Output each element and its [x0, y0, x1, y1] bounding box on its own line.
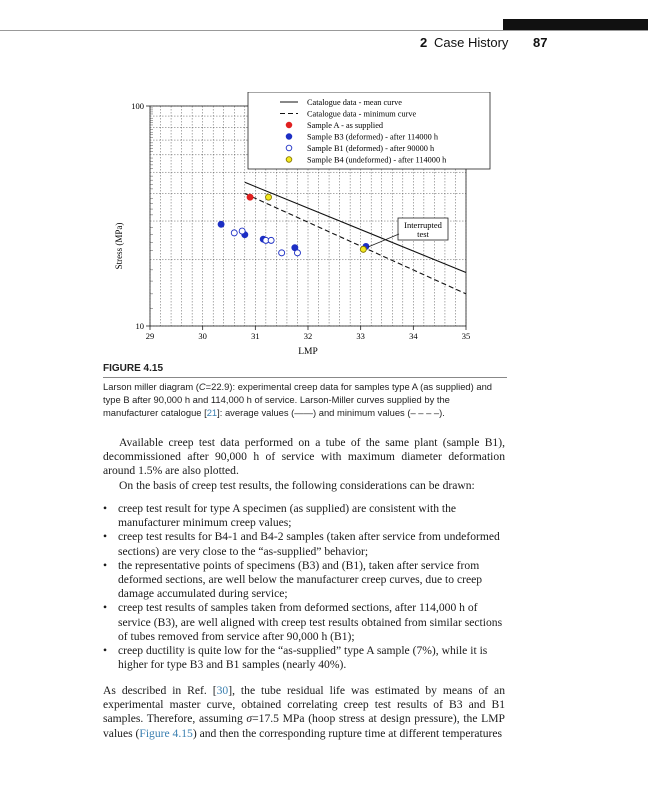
data-point	[268, 237, 274, 243]
list-item-text: creep test results of samples taken from deformed sections, after 114,000 h of service (B3), are well aligned with creep test results obtained from similar sections of tubes removed from service after 90,000 h (B1);	[118, 601, 503, 643]
interrupted-test-annotation	[368, 218, 448, 247]
caption-rule	[103, 377, 507, 378]
page-number: 87	[533, 35, 548, 50]
x-tick-label: 32	[303, 331, 313, 341]
data-point	[239, 228, 245, 234]
annotation-line-1: Interrupted	[404, 220, 442, 230]
list-item-text: the representative points of specimens (B3) and (B1), taken after service from deformed sections, are well below the manufacturer creep curves, due to creep damage accumulated during service;	[118, 558, 483, 601]
caption-solid-symbol: ——	[294, 407, 314, 418]
chart-points	[218, 194, 369, 256]
paragraph-considerations: On the basis of creep test results, the following considerations can be drawn:	[119, 478, 475, 492]
legend-label: Catalogue data - minimum curve	[307, 109, 417, 119]
larson-miller-chart	[100, 92, 500, 360]
caption-symbol-c: C	[198, 381, 206, 392]
bullet-icon: •	[103, 502, 108, 515]
annotation-line-2: test	[417, 229, 429, 239]
body-paragraph-3	[103, 684, 505, 741]
chapter-number: 2	[420, 35, 428, 50]
chart-legend	[248, 92, 490, 169]
figure-link[interactable]: Figure 4.15	[139, 726, 193, 740]
bullet-icon: •	[103, 644, 108, 658]
data-point	[231, 230, 237, 236]
x-tick-label: 35	[461, 331, 471, 341]
x-axis-label: LMP	[298, 347, 318, 357]
legend-label: Sample B1 (deformed) - after 90000 h	[307, 144, 435, 153]
caption-text-5: ).	[439, 407, 445, 418]
paragraph-text-2: ], the tube residual life was estimated by means of an experimental master curve, obtained correlating creep test results of B3 and B1 samples. Therefore, assuming	[103, 684, 505, 726]
paragraph-text-1: As described in Ref. [	[103, 684, 217, 697]
x-tick-label: 31	[251, 331, 260, 341]
data-point	[266, 194, 272, 200]
data-point	[294, 250, 300, 256]
list-item	[103, 502, 505, 530]
list-item	[103, 559, 505, 602]
legend-marker	[286, 134, 292, 140]
bullet-icon: •	[103, 601, 108, 615]
figure-caption	[103, 362, 507, 419]
body-paragraph-1	[103, 436, 505, 493]
y-tick-label: 100	[131, 101, 144, 111]
citation-link-30[interactable]: 30	[216, 684, 229, 697]
y-axis-label: Stress (MPa)	[114, 222, 124, 270]
legend-label: Sample B3 (deformed) - after 114000 h	[307, 132, 439, 142]
paragraph-text-3: =17.5 MPa (hoop stress at design pressure), the LMP values (	[103, 712, 505, 740]
list-item-text: creep test result for type A specimen (as supplied) are consistent with the manufacturer minimum creep values;	[118, 502, 457, 530]
list-item	[103, 530, 505, 558]
chapter-title: Case History	[434, 35, 509, 50]
caption-text-3: ]: average values (	[217, 407, 295, 418]
considerations-list	[103, 502, 505, 672]
legend-marker	[286, 122, 292, 128]
data-point	[279, 250, 285, 256]
legend-label: Sample A - as supplied	[307, 121, 384, 130]
caption-text-1: Larson miller diagram (	[103, 381, 199, 392]
bullet-icon: •	[103, 530, 108, 544]
paragraph-available-data: Available creep test data performed on a tube of the same plant (sample B1), decommissioned after 90,000 h of service with maximum diameter deformation around 1.5% are also plotted.	[103, 436, 505, 478]
caption-text-4: ) and minimum values (	[313, 407, 411, 418]
list-item	[103, 644, 505, 672]
caption-dashed-symbol: – – – –	[410, 407, 440, 418]
bullet-icon: •	[103, 558, 108, 572]
list-item	[103, 601, 505, 644]
legend-marker	[286, 145, 292, 151]
citation-link-21[interactable]: 21	[206, 407, 218, 418]
paragraph-residual-life	[103, 684, 505, 741]
data-point	[360, 246, 366, 252]
x-tick-label: 30	[198, 331, 207, 341]
legend-label: Catalogue data - mean curve	[307, 98, 402, 107]
caption-text-2: =22.9): experimental creep data for samples type A (as supplied) and type B after 90,000 h and 114,000 h of service. Larson-Miller curves supplied by the manufacturer catalogue [	[103, 381, 493, 418]
y-tick-label: 10	[135, 321, 144, 331]
paragraph-text-4: ) and then the corresponding rupture time at different temperatures	[192, 726, 503, 740]
list-item-text: creep test results for B4-1 and B4-2 samples (taken after service from undeformed sections) are very close to the “as-supplied” behavior;	[118, 530, 500, 558]
x-tick-label: 34	[409, 331, 418, 341]
sigma-symbol: σ	[246, 712, 253, 726]
legend-label: Sample B4 (undeformed) - after 114000 h	[307, 155, 447, 165]
header-rule	[0, 30, 648, 31]
legend-marker	[286, 157, 292, 163]
data-point	[247, 194, 253, 200]
annotation-arrow	[368, 234, 399, 247]
list-item-text: creep ductility is quite low for the “as-supplied” type A sample (7%), while it is higher for type B3 and B1 samples (nearly 40%).	[118, 644, 488, 672]
data-point	[218, 221, 224, 227]
x-tick-label: 29	[145, 331, 155, 341]
x-tick-label: 33	[356, 331, 365, 341]
figure-label: FIGURE 4.15	[103, 363, 164, 374]
minimum-curve	[245, 194, 466, 294]
